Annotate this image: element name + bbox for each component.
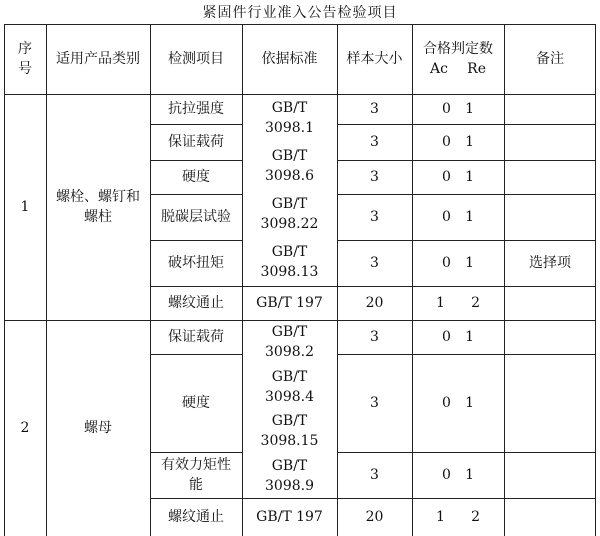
table-rule — [150, 452, 242, 453]
item-cell: 抗拉强度 — [168, 101, 224, 117]
table-rule — [4, 94, 596, 95]
judgement-cell — [412, 452, 504, 498]
standard-text: GB/T 3098.13 — [260, 244, 319, 280]
judgement-cell — [412, 160, 504, 194]
header-judgement — [412, 24, 504, 94]
standard-text: GB/T 3098.2 — [265, 324, 314, 361]
table-rule — [150, 194, 242, 195]
ac-value: 0 — [442, 209, 451, 225]
judgement-cell — [412, 498, 504, 536]
header-sample-size — [337, 24, 412, 94]
table-rule — [46, 24, 47, 536]
item-cell: 保证载荷 — [168, 329, 224, 345]
table-rule — [150, 354, 242, 355]
group-seq: 1 — [20, 199, 30, 215]
header-standard — [242, 24, 337, 94]
header-seq-label: 序号 — [18, 41, 32, 77]
standard-text: GB/T 3098.6 — [265, 148, 314, 184]
table-border-right — [595, 24, 596, 536]
ac-value: 0 — [442, 101, 451, 117]
item-cell — [150, 452, 242, 498]
header-remark — [504, 24, 596, 94]
judgement-cell — [412, 94, 504, 124]
ac-value: 0 — [442, 329, 451, 345]
standard-text: GB/T 3098.15 — [260, 413, 319, 450]
sample-cell: 3 — [370, 395, 379, 411]
re-value: 1 — [465, 101, 474, 117]
judgement-cell — [412, 354, 504, 452]
re-value: 1 — [465, 169, 474, 185]
sample-cell: 3 — [370, 467, 379, 483]
item-cell: 保证载荷 — [168, 134, 224, 150]
item-cell: 螺纹通止 — [168, 509, 224, 525]
standard-text: GB/T 3098.1 — [265, 100, 314, 136]
judgement-cell — [412, 240, 504, 286]
sample-cell: 3 — [370, 134, 379, 150]
table-rule — [337, 240, 596, 241]
group-category — [46, 94, 150, 320]
table-rule — [150, 286, 596, 287]
table-border-left — [4, 24, 5, 536]
re-value: 1 — [465, 329, 474, 345]
judgement-cell — [412, 194, 504, 240]
header-judgement-label: 合格判定数 — [423, 41, 493, 57]
re-value: 1 — [465, 209, 474, 225]
re-value: 2 — [471, 295, 480, 311]
header-item — [150, 24, 242, 94]
item-cell: 螺纹通止 — [168, 295, 224, 311]
table-rule — [337, 24, 338, 536]
table-rule — [337, 452, 596, 453]
table-rule — [150, 240, 242, 241]
header-re-label: Re — [467, 61, 486, 77]
header-ac-label: Ac — [430, 61, 448, 77]
header-item-label: 检测项目 — [168, 51, 224, 67]
standard-text: GB/T 3098.4 — [265, 368, 314, 405]
table-rule — [337, 124, 596, 125]
header-remark-label: 备注 — [536, 51, 564, 67]
table-rule — [150, 160, 242, 161]
ac-value: 1 — [436, 295, 445, 311]
header-standard-label: 依据标准 — [261, 51, 318, 67]
table-rule — [4, 320, 596, 321]
sample-cell: 3 — [370, 255, 379, 271]
standard-cell — [242, 94, 337, 286]
ac-value: 0 — [442, 169, 451, 185]
sample-cell: 20 — [365, 295, 384, 311]
judgement-cell — [412, 124, 504, 160]
standard-text: GB/T 3098.22 — [260, 196, 319, 232]
table-rule — [412, 24, 413, 536]
re-value: 1 — [465, 395, 474, 411]
group-category-label: 螺栓、螺钉和螺柱 — [56, 189, 140, 225]
header-seq — [4, 24, 46, 94]
ac-value: 1 — [436, 509, 445, 525]
sample-cell: 3 — [370, 169, 379, 185]
item-cell — [150, 194, 242, 240]
standard-text: GB/T 3098.9 — [265, 457, 314, 494]
header-category — [46, 24, 150, 94]
table-rule — [504, 24, 505, 536]
re-value: 2 — [471, 509, 480, 525]
table-rule — [150, 124, 242, 125]
judgement-cell — [412, 286, 504, 320]
table-rule — [337, 354, 596, 355]
judgement-cell — [412, 320, 504, 354]
sample-cell: 20 — [365, 509, 384, 525]
sample-cell: 3 — [370, 101, 379, 117]
table-rule — [337, 194, 596, 195]
item-label: 有效力矩性能 — [161, 457, 231, 493]
ac-value: 0 — [442, 395, 451, 411]
table-rule — [337, 160, 596, 161]
standard-cell — [242, 320, 337, 498]
standard-cell: GB/T 197 — [256, 509, 323, 525]
remark-cell: 选择项 — [529, 255, 571, 271]
item-cell: 硬度 — [182, 169, 210, 185]
re-value: 1 — [465, 467, 474, 483]
page-title: 紧固件行业准入公告检验项目 — [202, 5, 398, 21]
sample-cell: 3 — [370, 209, 379, 225]
group-category — [46, 320, 150, 536]
header-sample-size-label: 样本大小 — [346, 51, 403, 67]
sample-cell: 3 — [370, 329, 379, 345]
table-border-top — [4, 24, 596, 25]
ac-value: 0 — [442, 255, 451, 271]
re-value: 1 — [465, 134, 474, 150]
standard-cell: GB/T 197 — [256, 295, 323, 311]
ac-value: 0 — [442, 467, 451, 483]
table-rule — [150, 24, 151, 536]
item-cell: 破坏扭矩 — [168, 255, 224, 271]
re-value: 1 — [465, 255, 474, 271]
table-rule — [242, 24, 243, 536]
header-category-label: 适用产品类别 — [56, 51, 140, 67]
item-cell: 硬度 — [182, 395, 210, 411]
table-rule — [150, 498, 596, 499]
group-category-label: 螺母 — [84, 420, 112, 436]
ac-value: 0 — [442, 134, 451, 150]
group-seq: 2 — [20, 420, 30, 436]
item-label: 脱碳层试验 — [161, 209, 231, 225]
